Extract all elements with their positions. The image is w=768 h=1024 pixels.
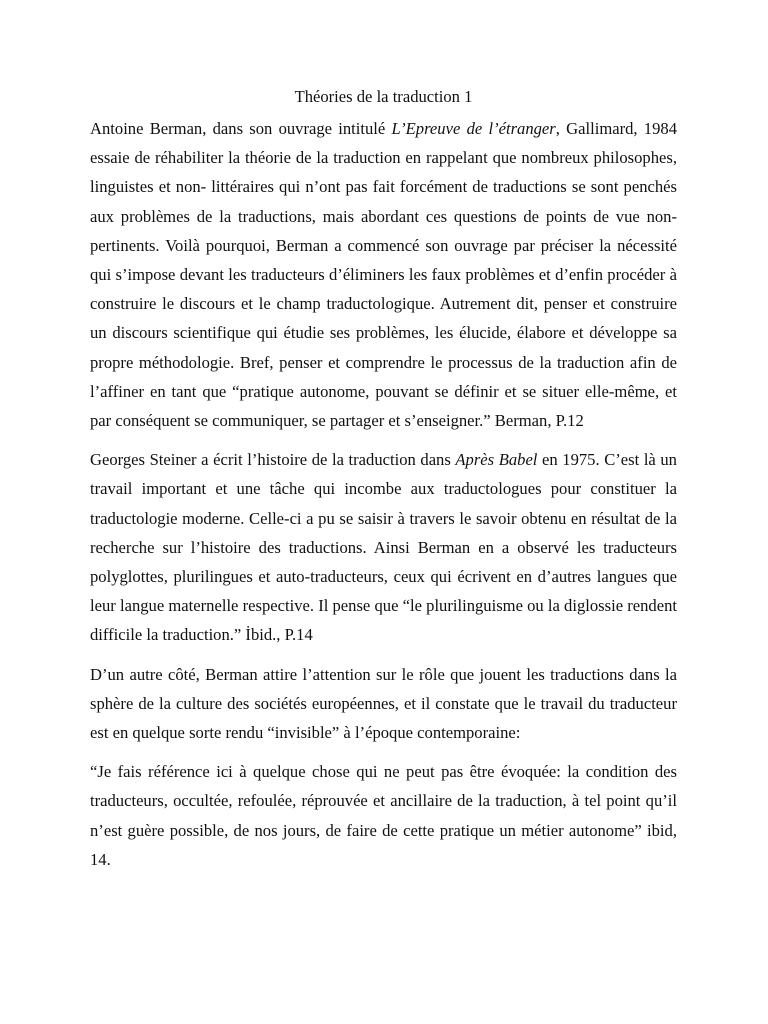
book-title-epreuve: L’Epreuve de l’étranger xyxy=(391,119,556,138)
text-segment: , Gallimard, 1984 essaie de réhabiliter la théorie de la traduction en rappelant que nombreux philosophes, linguistes et non- littéraires qui n’ont pas fait forcément de traductions se sont penchés aux problèmes de la traductions, mais abordant ces questions de points de vue non-pertinents. Voilà pourquoi, Berman a commencé son ouvrage par préciser la nécessité qui s’impose devant les traducteurs d’éliminers les faux problèmes et d’enfin procéder à construire le discours et le champ traductologique. Autrement dit, penser et construire un discours scientifique qui étudie ses problèmes, les élucide, élabore et développe sa propre méthodologie. Bref, penser et comprendre le processus de la traduction afin de l’affiner en tant que “pratique autonome, pouvant se définir et se situer elle-même, et par conséquent se communiquer, se partager et s’enseigner.” Berman, P.12 xyxy=(90,119,677,431)
text-segment: en 1975. C’est là un travail important et une tâche qui incombe aux traductologues pour constituer la traductologie moderne. Celle-ci a pu se saisir à travers le savoir obtenu en résultat de la recherche sur l’histoire des traductions. Ainsi Berman en a observé les traducteurs polyglottes, plurilingues et auto-traducteurs, ceux qui écrivent en d’autres langues que leur langue maternelle respective. Il pense que “le plurilinguisme ou la diglossie rendent difficile la traduction.” İbid., P.14 xyxy=(90,450,677,645)
text-segment: D’un autre côté, Berman attire l’attention sur le rôle que jouent les traductions dans la sphère de la culture des sociétés européennes, et il constate que le travail du traducteur est en quelque sorte rendu “invisible” à l’époque contemporaine: xyxy=(90,664,677,743)
text-segment: “Je fais référence ici à quelque chose qui ne peut pas être évoquée: la condition des traducteurs, occultée, refoulée, réprouvée et ancillaire de la traduction, à tel point qu’il n’est guère possible, de nos jours, de faire de cette pratique un métier autonome” ibid, 14. xyxy=(90,762,677,869)
document-title: Théories de la traduction 1 xyxy=(294,87,473,106)
paragraph-steiner xyxy=(90,445,677,649)
paragraph-invisibility xyxy=(90,660,677,748)
paragraph-berman-intro xyxy=(90,114,677,435)
paragraph-quotation xyxy=(90,757,677,874)
document-body xyxy=(90,114,677,874)
book-title-apres-babel: Après Babel xyxy=(455,450,538,470)
text-segment: Antoine Berman, dans son ouvrage intitulé xyxy=(90,119,392,138)
text-segment: Georges Steiner a écrit l’histoire de la traduction dans xyxy=(90,450,456,470)
